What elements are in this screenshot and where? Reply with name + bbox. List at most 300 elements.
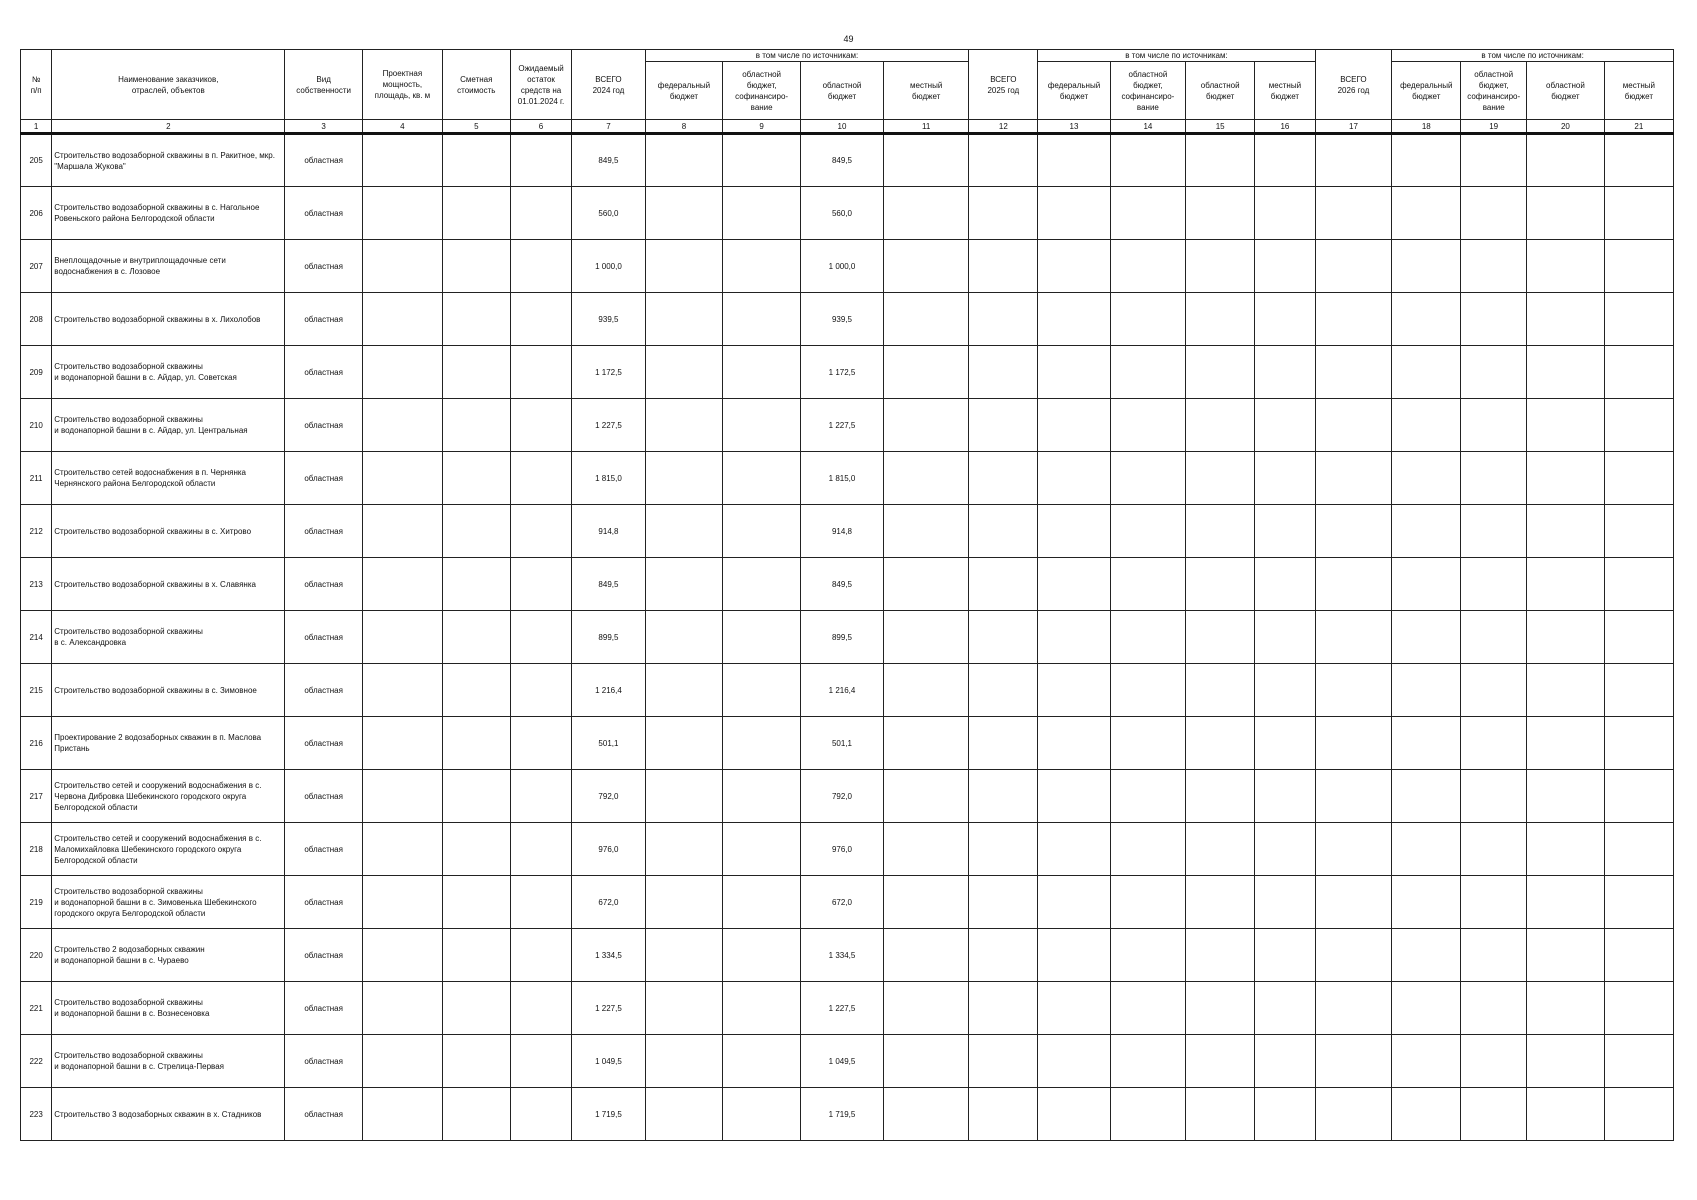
cofinancing-2024-cell — [723, 346, 801, 399]
local-2025-cell — [1255, 876, 1315, 929]
regional-2026-cell — [1527, 187, 1605, 240]
remainder-cell — [510, 187, 571, 240]
total-2026-cell — [1315, 1088, 1392, 1141]
ownership-cell: областная — [285, 1035, 363, 1088]
local-2025-cell — [1255, 982, 1315, 1035]
total-2026-cell — [1315, 346, 1392, 399]
remainder-cell — [510, 717, 571, 770]
column-number: 8 — [645, 120, 723, 134]
remainder-cell — [510, 611, 571, 664]
column-number: 18 — [1392, 120, 1461, 134]
regional-2025-cell — [1186, 346, 1255, 399]
local-2026-cell — [1604, 293, 1673, 346]
total-2025-cell — [969, 717, 1038, 770]
object-name: Внеплощадочные и внутриплощадочные сети водоснабжения в с. Лозовое — [52, 240, 285, 293]
federal-2024-cell — [645, 982, 723, 1035]
regional-2025-cell — [1186, 770, 1255, 823]
local-2024-cell — [884, 1035, 969, 1088]
column-number: 9 — [723, 120, 801, 134]
cofinancing-2024-cell — [723, 558, 801, 611]
regional-2025-cell — [1186, 823, 1255, 876]
header-num: № п/п — [21, 50, 52, 120]
table-row — [21, 717, 1674, 770]
cost-cell — [442, 346, 510, 399]
total-2025-cell — [969, 346, 1038, 399]
row-number: 205 — [21, 134, 52, 187]
cost-cell — [442, 611, 510, 664]
cofinancing-2026-cell — [1461, 611, 1527, 664]
total-2025-cell — [969, 293, 1038, 346]
cofinancing-2024-cell — [723, 982, 801, 1035]
remainder-cell — [510, 823, 571, 876]
row-number: 208 — [21, 293, 52, 346]
local-2026-cell — [1604, 982, 1673, 1035]
regional-2026-cell — [1527, 664, 1605, 717]
column-number: 11 — [884, 120, 969, 134]
row-number: 212 — [21, 505, 52, 558]
object-name: Строительство водозаборной скважины и водонапорной башни в с. Вознесеновка — [52, 982, 285, 1035]
header-sources-2025: в том числе по источникам: — [1038, 50, 1315, 62]
total-2024-cell: 1 719,5 — [572, 1088, 645, 1141]
table-row — [21, 346, 1674, 399]
header-regional-2025: областной бюджет — [1186, 62, 1255, 120]
cofinancing-2024-cell — [723, 929, 801, 982]
local-2024-cell — [884, 187, 969, 240]
local-2026-cell — [1604, 346, 1673, 399]
header-federal-2025: федеральный бюджет — [1038, 62, 1110, 120]
federal-2026-cell — [1392, 558, 1461, 611]
federal-2024-cell — [645, 664, 723, 717]
column-number: 4 — [362, 120, 442, 134]
regional-2026-cell — [1527, 399, 1605, 452]
cost-cell — [442, 876, 510, 929]
regional-2025-cell — [1186, 399, 1255, 452]
total-2024-cell: 1 815,0 — [572, 452, 645, 505]
ownership-cell: областная — [285, 1088, 363, 1141]
cofinancing-2024-cell — [723, 876, 801, 929]
ownership-cell: областная — [285, 452, 363, 505]
cost-cell — [442, 823, 510, 876]
federal-2026-cell — [1392, 134, 1461, 187]
cost-cell — [442, 399, 510, 452]
total-2026-cell — [1315, 293, 1392, 346]
regional-2026-cell — [1527, 452, 1605, 505]
federal-2026-cell — [1392, 982, 1461, 1035]
row-number: 213 — [21, 558, 52, 611]
cofinancing-2024-cell — [723, 134, 801, 187]
regional-2024-cell: 1 227,5 — [800, 982, 883, 1035]
local-2024-cell — [884, 293, 969, 346]
local-2024-cell — [884, 399, 969, 452]
table-row — [21, 1088, 1674, 1141]
local-2026-cell — [1604, 717, 1673, 770]
remainder-cell — [510, 1088, 571, 1141]
local-2026-cell — [1604, 876, 1673, 929]
regional-2025-cell — [1186, 505, 1255, 558]
column-number: 16 — [1255, 120, 1315, 134]
regional-2026-cell — [1527, 982, 1605, 1035]
total-2025-cell — [969, 399, 1038, 452]
federal-2024-cell — [645, 717, 723, 770]
header-capacity: Проектная мощность, площадь, кв. м — [362, 50, 442, 120]
table-row — [21, 823, 1674, 876]
cofinancing-2025-cell — [1110, 717, 1186, 770]
table-row — [21, 770, 1674, 823]
total-2026-cell — [1315, 611, 1392, 664]
header-sources-2026: в том числе по источникам: — [1392, 50, 1674, 62]
remainder-cell — [510, 929, 571, 982]
row-number: 211 — [21, 452, 52, 505]
federal-2025-cell — [1038, 558, 1110, 611]
federal-2026-cell — [1392, 1035, 1461, 1088]
column-number: 6 — [510, 120, 571, 134]
header-cofinancing-2025: областной бюджет, софинансиро- вание — [1110, 62, 1186, 120]
table-row — [21, 664, 1674, 717]
cofinancing-2026-cell — [1461, 664, 1527, 717]
ownership-cell: областная — [285, 717, 363, 770]
regional-2026-cell — [1527, 770, 1605, 823]
column-number: 1 — [21, 120, 52, 134]
total-2025-cell — [969, 823, 1038, 876]
total-2025-cell — [969, 1035, 1038, 1088]
local-2025-cell — [1255, 134, 1315, 187]
total-2024-cell: 1 172,5 — [572, 346, 645, 399]
local-2024-cell — [884, 982, 969, 1035]
cost-cell — [442, 240, 510, 293]
local-2025-cell — [1255, 823, 1315, 876]
total-2025-cell — [969, 929, 1038, 982]
local-2025-cell — [1255, 293, 1315, 346]
row-number: 223 — [21, 1088, 52, 1141]
ownership-cell: областная — [285, 611, 363, 664]
cofinancing-2025-cell — [1110, 293, 1186, 346]
header-cofinancing-2026: областной бюджет, софинансиро- вание — [1461, 62, 1527, 120]
capacity-cell — [362, 240, 442, 293]
regional-2026-cell — [1527, 823, 1605, 876]
total-2026-cell — [1315, 134, 1392, 187]
object-name: Строительство водозаборной скважины и водонапорной башни в с. Стрелица-Первая — [52, 1035, 285, 1088]
cofinancing-2025-cell — [1110, 770, 1186, 823]
regional-2024-cell: 792,0 — [800, 770, 883, 823]
cofinancing-2024-cell — [723, 452, 801, 505]
ownership-cell: областная — [285, 664, 363, 717]
federal-2024-cell — [645, 770, 723, 823]
total-2024-cell: 849,5 — [572, 558, 645, 611]
regional-2026-cell — [1527, 505, 1605, 558]
cofinancing-2026-cell — [1461, 876, 1527, 929]
total-2026-cell — [1315, 982, 1392, 1035]
capacity-cell — [362, 1035, 442, 1088]
ownership-cell: областная — [285, 187, 363, 240]
row-number: 215 — [21, 664, 52, 717]
total-2024-cell: 939,5 — [572, 293, 645, 346]
regional-2024-cell: 560,0 — [800, 187, 883, 240]
regional-2024-cell: 672,0 — [800, 876, 883, 929]
ownership-cell: областная — [285, 399, 363, 452]
local-2024-cell — [884, 558, 969, 611]
local-2025-cell — [1255, 770, 1315, 823]
federal-2026-cell — [1392, 187, 1461, 240]
federal-2024-cell — [645, 505, 723, 558]
local-2025-cell — [1255, 399, 1315, 452]
column-number: 20 — [1527, 120, 1605, 134]
local-2025-cell — [1255, 1088, 1315, 1141]
total-2024-cell: 1 049,5 — [572, 1035, 645, 1088]
federal-2024-cell — [645, 346, 723, 399]
column-number: 17 — [1315, 120, 1392, 134]
total-2025-cell — [969, 187, 1038, 240]
capacity-cell — [362, 823, 442, 876]
cofinancing-2025-cell — [1110, 1088, 1186, 1141]
local-2026-cell — [1604, 929, 1673, 982]
local-2024-cell — [884, 611, 969, 664]
table-row — [21, 187, 1674, 240]
cost-cell — [442, 717, 510, 770]
cofinancing-2024-cell — [723, 1035, 801, 1088]
column-number-row — [21, 120, 1674, 134]
remainder-cell — [510, 876, 571, 929]
local-2025-cell — [1255, 717, 1315, 770]
remainder-cell — [510, 134, 571, 187]
cofinancing-2025-cell — [1110, 240, 1186, 293]
object-name: Строительство сетей и сооружений водоснабжения в с. Червона Дибровка Шебекинского городского округа Белгородской области — [52, 770, 285, 823]
federal-2025-cell — [1038, 611, 1110, 664]
column-number: 15 — [1186, 120, 1255, 134]
local-2025-cell — [1255, 558, 1315, 611]
table-row — [21, 134, 1674, 187]
federal-2024-cell — [645, 187, 723, 240]
capacity-cell — [362, 611, 442, 664]
local-2026-cell — [1604, 823, 1673, 876]
row-number: 220 — [21, 929, 52, 982]
total-2024-cell: 899,5 — [572, 611, 645, 664]
cofinancing-2024-cell — [723, 187, 801, 240]
row-number: 216 — [21, 717, 52, 770]
federal-2024-cell — [645, 823, 723, 876]
capacity-cell — [362, 717, 442, 770]
regional-2024-cell: 914,8 — [800, 505, 883, 558]
column-number: 13 — [1038, 120, 1110, 134]
cofinancing-2025-cell — [1110, 664, 1186, 717]
object-name: Строительство сетей водоснабжения в п. Чернянка Чернянского района Белгородской области — [52, 452, 285, 505]
total-2024-cell: 501,1 — [572, 717, 645, 770]
cofinancing-2024-cell — [723, 611, 801, 664]
cofinancing-2025-cell — [1110, 611, 1186, 664]
cofinancing-2026-cell — [1461, 1035, 1527, 1088]
total-2024-cell: 1 334,5 — [572, 929, 645, 982]
cofinancing-2026-cell — [1461, 240, 1527, 293]
ownership-cell: областная — [285, 982, 363, 1035]
object-name: Строительство водозаборной скважины и водонапорной башни в с. Зимовенька Шебекинского городского округа Белгородской области — [52, 876, 285, 929]
object-name: Строительство 3 водозаборных скважин в х. Стадников — [52, 1088, 285, 1141]
total-2024-cell: 560,0 — [572, 187, 645, 240]
remainder-cell — [510, 982, 571, 1035]
total-2025-cell — [969, 452, 1038, 505]
object-name: Строительство 2 водозаборных скважин и водонапорной башни в с. Чураево — [52, 929, 285, 982]
table-body — [21, 134, 1674, 1141]
column-number: 21 — [1604, 120, 1673, 134]
regional-2025-cell — [1186, 664, 1255, 717]
cofinancing-2025-cell — [1110, 558, 1186, 611]
cost-cell — [442, 929, 510, 982]
table-row — [21, 611, 1674, 664]
regional-2024-cell: 1 227,5 — [800, 399, 883, 452]
total-2025-cell — [969, 611, 1038, 664]
header-ownership: Вид собственности — [285, 50, 363, 120]
regional-2025-cell — [1186, 929, 1255, 982]
total-2025-cell — [969, 982, 1038, 1035]
remainder-cell — [510, 1035, 571, 1088]
total-2026-cell — [1315, 187, 1392, 240]
cofinancing-2026-cell — [1461, 558, 1527, 611]
regional-2026-cell — [1527, 134, 1605, 187]
capacity-cell — [362, 505, 442, 558]
ownership-cell: областная — [285, 346, 363, 399]
row-number: 207 — [21, 240, 52, 293]
ownership-cell: областная — [285, 770, 363, 823]
cofinancing-2026-cell — [1461, 293, 1527, 346]
cost-cell — [442, 1088, 510, 1141]
remainder-cell — [510, 558, 571, 611]
column-number: 3 — [285, 120, 363, 134]
table-row — [21, 1035, 1674, 1088]
row-number: 217 — [21, 770, 52, 823]
local-2024-cell — [884, 505, 969, 558]
regional-2024-cell: 849,5 — [800, 558, 883, 611]
column-number: 10 — [800, 120, 883, 134]
column-number: 14 — [1110, 120, 1186, 134]
object-name: Проектирование 2 водозаборных скважин в п. Маслова Пристань — [52, 717, 285, 770]
local-2024-cell — [884, 134, 969, 187]
header-local-2025: местный бюджет — [1255, 62, 1315, 120]
federal-2025-cell — [1038, 717, 1110, 770]
cofinancing-2026-cell — [1461, 770, 1527, 823]
header-total-2024: ВСЕГО 2024 год — [572, 50, 645, 120]
federal-2025-cell — [1038, 293, 1110, 346]
capacity-cell — [362, 876, 442, 929]
federal-2025-cell — [1038, 452, 1110, 505]
regional-2025-cell — [1186, 611, 1255, 664]
total-2024-cell: 914,8 — [572, 505, 645, 558]
federal-2026-cell — [1392, 505, 1461, 558]
federal-2026-cell — [1392, 664, 1461, 717]
cofinancing-2026-cell — [1461, 346, 1527, 399]
remainder-cell — [510, 240, 571, 293]
column-number: 2 — [52, 120, 285, 134]
header-local-2024: местный бюджет — [884, 62, 969, 120]
budget-table — [20, 49, 1674, 1141]
ownership-cell: областная — [285, 876, 363, 929]
local-2024-cell — [884, 876, 969, 929]
table-row — [21, 558, 1674, 611]
object-name: Строительство водозаборной скважины и водонапорной башни в с. Айдар, ул. Центральная — [52, 399, 285, 452]
federal-2024-cell — [645, 1088, 723, 1141]
regional-2025-cell — [1186, 452, 1255, 505]
local-2026-cell — [1604, 1035, 1673, 1088]
total-2026-cell — [1315, 558, 1392, 611]
header-local-2026: местный бюджет — [1604, 62, 1673, 120]
column-number: 7 — [572, 120, 645, 134]
table-row — [21, 240, 1674, 293]
remainder-cell — [510, 452, 571, 505]
cofinancing-2026-cell — [1461, 1088, 1527, 1141]
federal-2024-cell — [645, 452, 723, 505]
federal-2026-cell — [1392, 717, 1461, 770]
total-2025-cell — [969, 134, 1038, 187]
total-2025-cell — [969, 664, 1038, 717]
cofinancing-2026-cell — [1461, 823, 1527, 876]
object-name: Строительство водозаборной скважины в х. Славянка — [52, 558, 285, 611]
federal-2026-cell — [1392, 929, 1461, 982]
local-2026-cell — [1604, 664, 1673, 717]
row-number: 206 — [21, 187, 52, 240]
total-2024-cell: 1 000,0 — [572, 240, 645, 293]
total-2024-cell: 672,0 — [572, 876, 645, 929]
federal-2024-cell — [645, 240, 723, 293]
federal-2025-cell — [1038, 187, 1110, 240]
federal-2025-cell — [1038, 1035, 1110, 1088]
cofinancing-2025-cell — [1110, 399, 1186, 452]
table-row — [21, 876, 1674, 929]
cofinancing-2024-cell — [723, 399, 801, 452]
capacity-cell — [362, 452, 442, 505]
local-2026-cell — [1604, 187, 1673, 240]
header-name: Наименование заказчиков, отраслей, объектов — [52, 50, 285, 120]
cofinancing-2024-cell — [723, 664, 801, 717]
row-number: 218 — [21, 823, 52, 876]
ownership-cell: областная — [285, 558, 363, 611]
federal-2025-cell — [1038, 823, 1110, 876]
cofinancing-2025-cell — [1110, 823, 1186, 876]
capacity-cell — [362, 346, 442, 399]
regional-2025-cell — [1186, 240, 1255, 293]
regional-2026-cell — [1527, 558, 1605, 611]
federal-2025-cell — [1038, 134, 1110, 187]
cofinancing-2025-cell — [1110, 982, 1186, 1035]
object-name: Строительство водозаборной скважины в с. Зимовное — [52, 664, 285, 717]
object-name: Строительство водозаборной скважины в с. Хитрово — [52, 505, 285, 558]
local-2024-cell — [884, 346, 969, 399]
ownership-cell: областная — [285, 823, 363, 876]
regional-2026-cell — [1527, 293, 1605, 346]
cofinancing-2026-cell — [1461, 717, 1527, 770]
local-2026-cell — [1604, 611, 1673, 664]
total-2026-cell — [1315, 240, 1392, 293]
federal-2025-cell — [1038, 346, 1110, 399]
federal-2024-cell — [645, 876, 723, 929]
local-2025-cell — [1255, 346, 1315, 399]
total-2026-cell — [1315, 876, 1392, 929]
federal-2025-cell — [1038, 876, 1110, 929]
local-2025-cell — [1255, 505, 1315, 558]
federal-2025-cell — [1038, 399, 1110, 452]
federal-2026-cell — [1392, 876, 1461, 929]
federal-2026-cell — [1392, 346, 1461, 399]
total-2026-cell — [1315, 1035, 1392, 1088]
cost-cell — [442, 770, 510, 823]
cost-cell — [442, 293, 510, 346]
total-2026-cell — [1315, 505, 1392, 558]
total-2024-cell: 849,5 — [572, 134, 645, 187]
federal-2024-cell — [645, 558, 723, 611]
regional-2024-cell: 1 172,5 — [800, 346, 883, 399]
ownership-cell: областная — [285, 240, 363, 293]
federal-2026-cell — [1392, 240, 1461, 293]
row-number: 214 — [21, 611, 52, 664]
federal-2026-cell — [1392, 293, 1461, 346]
object-name: Строительство водозаборной скважины и водонапорной башни в с. Айдар, ул. Советская — [52, 346, 285, 399]
regional-2025-cell — [1186, 982, 1255, 1035]
